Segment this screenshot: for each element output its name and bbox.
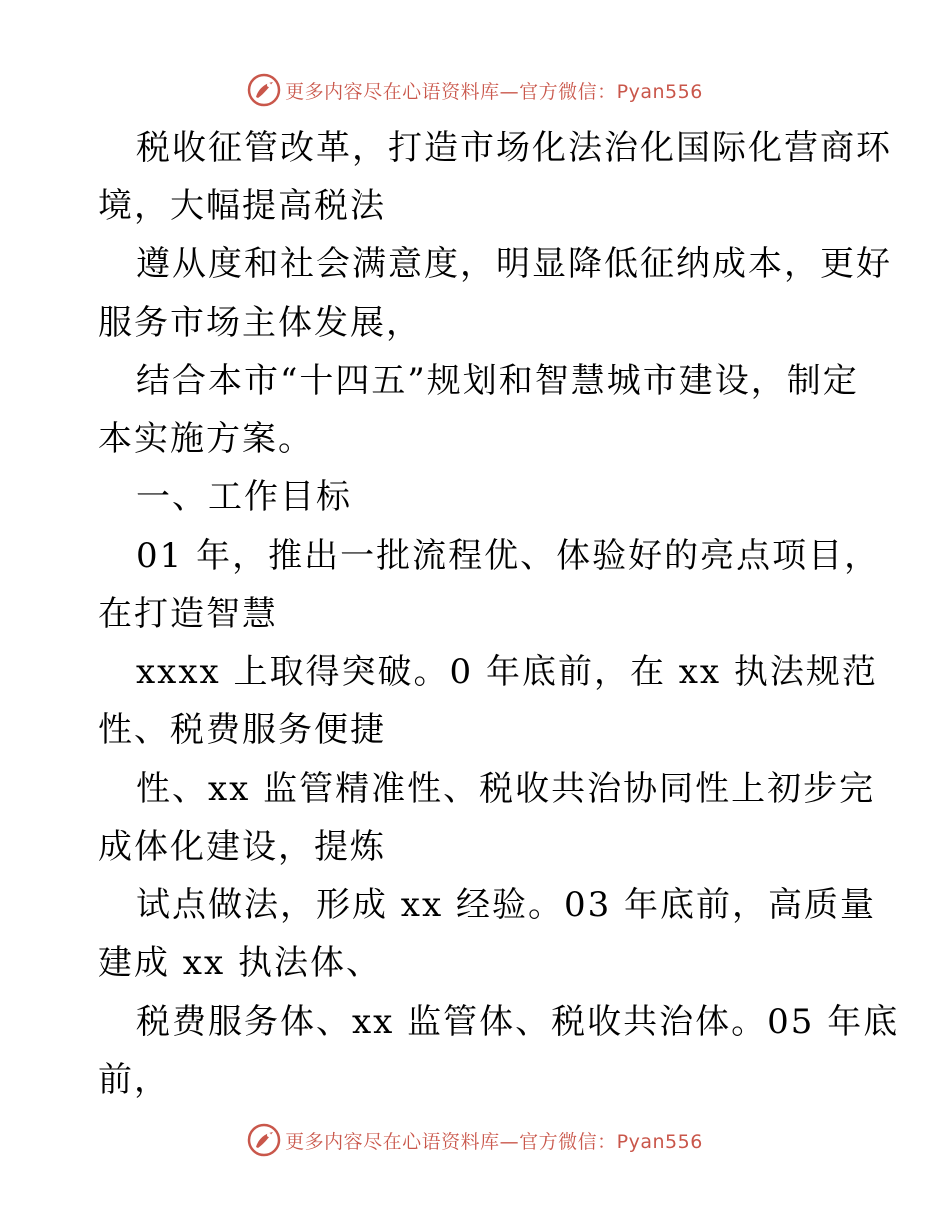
- body-line: xxxx 上取得突破。0 年底前，在 xx 执法规范: [136, 652, 878, 692]
- body-line: 境，大幅提高税法: [98, 186, 386, 226]
- watermark-text: 更多内容尽在心语资料库—官方微信：Pyan556: [285, 1130, 703, 1153]
- body-line: 成体化建设，提炼: [98, 827, 386, 867]
- body-line: 服务市场主体发展，: [98, 303, 422, 343]
- body-line: 结合本市“十四五”规划和智慧城市建设，制定: [136, 361, 859, 401]
- section-heading: 一、工作目标: [136, 477, 352, 517]
- body-line: 建成 xx 执法体、: [98, 943, 382, 983]
- watermark-header: [0, 70, 950, 110]
- body-line: 前，: [98, 1060, 170, 1100]
- body-line: 本实施方案。: [98, 419, 314, 459]
- red-mouse-logo-icon: [247, 73, 281, 107]
- watermark-footer: [0, 1120, 950, 1160]
- body-line: 性、xx 监管精准性、税收共治协同性上初步完: [136, 769, 876, 809]
- body-line: 税费服务体、xx 监管体、税收共治体。05 年底: [136, 1002, 900, 1042]
- body-line: 税收征管改革，打造市场化法治化国际化营商环: [136, 128, 892, 168]
- body-line: 试点做法，形成 xx 经验。03 年底前，高质量: [136, 885, 877, 925]
- body-line: 遵从度和社会满意度，明显降低征纳成本，更好: [136, 244, 892, 284]
- body-line: 01 年，推出一批流程优、体验好的亮点项目，: [136, 536, 881, 576]
- red-mouse-logo-icon: [247, 1123, 281, 1157]
- body-line: 在打造智慧: [98, 594, 278, 634]
- watermark-text: 更多内容尽在心语资料库—官方微信：Pyan556: [285, 80, 703, 103]
- body-line: 性、税费服务便捷: [98, 710, 386, 750]
